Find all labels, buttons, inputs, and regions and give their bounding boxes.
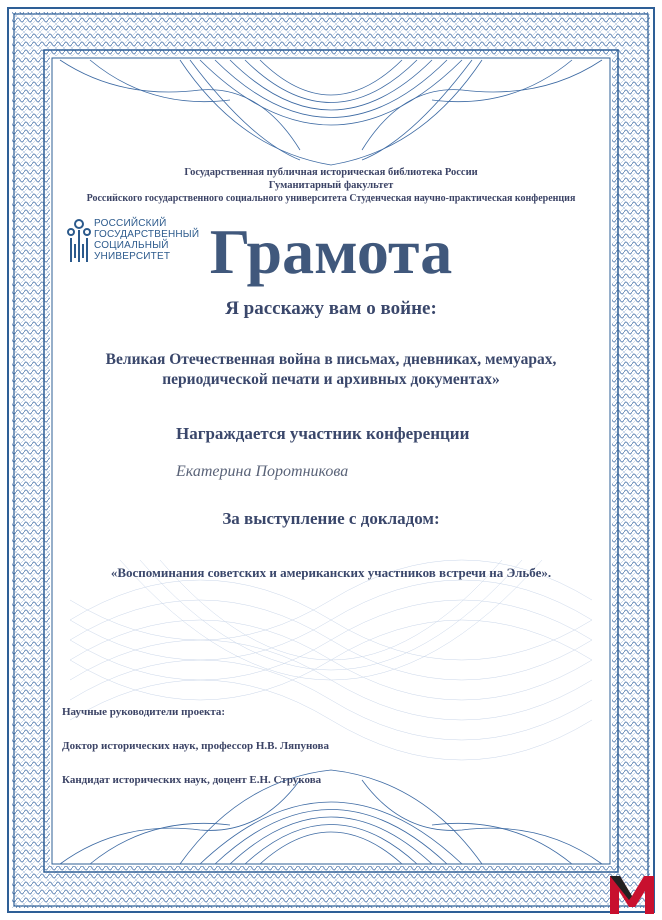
description-line: периодической печати и архивных документах»	[162, 371, 500, 388]
logo-line: ГОСУДАРСТВЕННЫЙ	[94, 229, 200, 240]
corner-m-logo-icon	[608, 872, 656, 916]
header-line-university: Российского государственного социального университета Студенческая научно-практическая конференция	[86, 193, 576, 204]
background-guilloche	[70, 560, 592, 760]
certificate-title: Грамота	[209, 216, 453, 287]
logo-line: РОССИЙСКИЙ	[94, 218, 167, 229]
supervisors-heading: Научные руководители проекта:	[62, 706, 226, 718]
supervisor-first: Доктор исторических наук, профессор Н.В. Ляпунова	[62, 740, 329, 752]
header-line-library: Государственная публичная историческая библиотека России	[184, 167, 478, 178]
logo-line: СОЦИАЛЬНЫЙ	[94, 240, 169, 251]
award-text: Награждается участник конференции	[176, 424, 470, 443]
header-line-faculty: Гуманитарный факультет	[268, 180, 394, 191]
logo-line: УНИВЕРСИТЕТ	[94, 251, 171, 262]
report-title: «Воспоминания советских и американских участников встречи на Эльбе».	[110, 565, 552, 580]
conference-description	[0, 350, 662, 390]
conference-subtitle: Я расскажу вам о войне:	[225, 298, 437, 319]
description-line: Великая Отечественная война в письмах, дневниках, мемуарах,	[105, 351, 557, 368]
supervisor-second: Кандидат исторических наук, доцент Е.Н. Струкова	[62, 774, 322, 786]
for-report-text: За выступление с докладом:	[222, 509, 440, 528]
recipient-name: Екатерина Поротникова	[176, 463, 349, 480]
top-ornament	[60, 60, 602, 165]
